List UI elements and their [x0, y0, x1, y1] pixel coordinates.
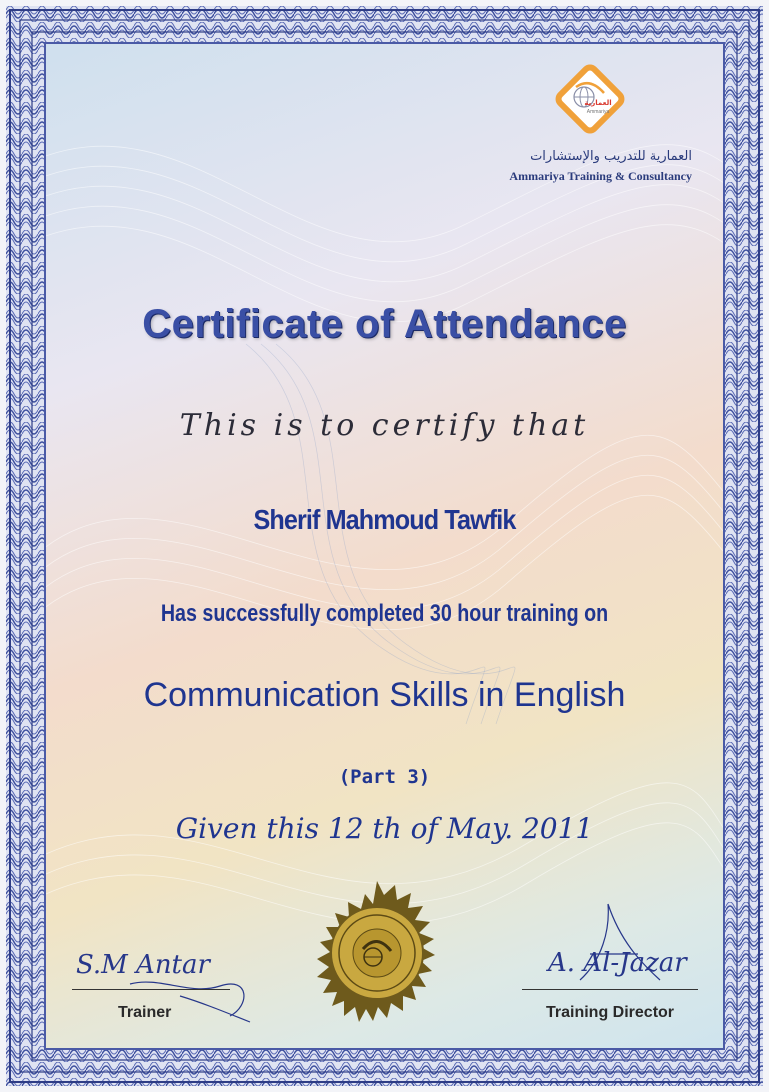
org-name-arabic: العمارية للتدريب والإستشارات	[530, 149, 692, 164]
logo-text: العمارية	[584, 99, 612, 107]
trainer-role: Trainer	[118, 1004, 172, 1021]
director-signature-line	[522, 989, 698, 990]
director-signature: A. Al-Jazar	[548, 948, 687, 978]
certificate-title: Certificate of Attendance	[142, 302, 627, 346]
gold-starburst-seal-icon	[302, 878, 452, 1028]
trainer-signature-line	[72, 989, 230, 990]
completion-statement: Has successfully completed 30 hour training on	[160, 600, 609, 627]
certify-line: This is to certify that	[179, 408, 590, 443]
trainer-signature: S.M Antar	[76, 950, 210, 980]
logo-sub: Ammariya	[586, 109, 610, 115]
given-date: Given this 12 th of May. 2011	[175, 812, 594, 845]
director-role: Training Director	[546, 1004, 675, 1021]
org-name-english: Ammariya Training & Consultancy	[509, 169, 692, 183]
recipient-name: Sherif Mahmoud Tawfik	[253, 504, 516, 535]
course-title: Communication Skills in English	[143, 676, 626, 714]
globe-diamond-logo-icon	[554, 63, 626, 135]
course-part: (Part 3)	[338, 766, 431, 788]
